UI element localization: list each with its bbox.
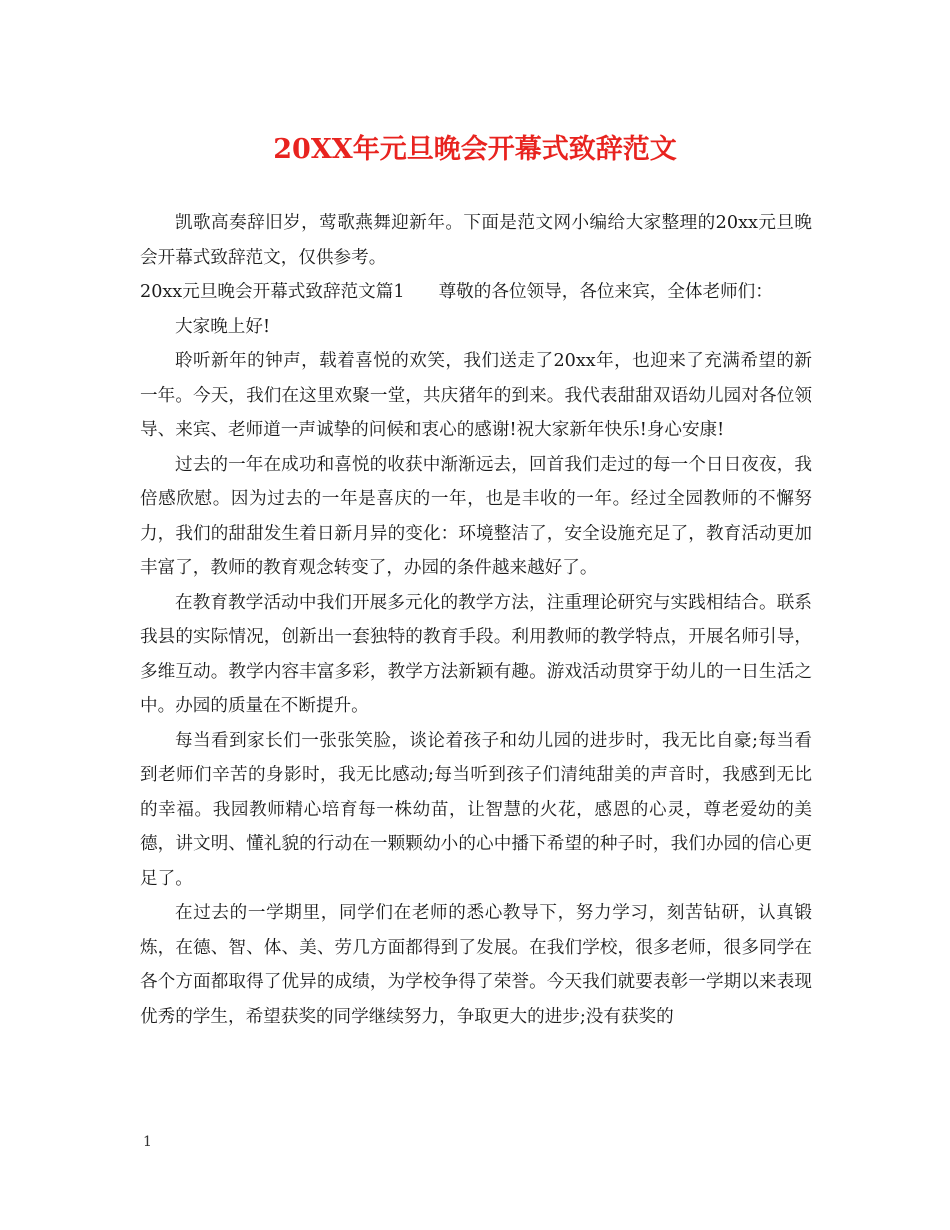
section-heading: 20xx元旦晚会开幕式致辞范文篇1 (140, 282, 405, 302)
document-body (140, 206, 812, 1034)
page-number: 1 (143, 1134, 152, 1150)
salutation: 尊敬的各位领导，各位来宾，全体老师们： (438, 282, 773, 302)
body-paragraph-5: 在过去的一学期里，同学们在老师的悉心教导下，努力学习，刻苦钻研，认真锻炼，在德、智、体、美、劳几方面都得到了发展。在我们学校，很多老师，很多同学在各个方面都取得了优异的成绩，为学校争得了荣誉。今天我们就要表彰一学期以来表现优秀的学生，希望获奖的同学继续努力，争取更大的进步;没有获奖的 (140, 903, 812, 1027)
body-paragraph-1: 聆听新年的钟声，载着喜悦的欢笑，我们送走了20xx年，也迎来了充满希望的新一年。今天，我们在这里欢聚一堂，共庆猪年的到来。我代表甜甜双语幼儿园对各位领导、来宾、老师道一声诚挚的问候和衷心的感谢!祝大家新年快乐!身心安康! (140, 351, 812, 440)
body-paragraph-3: 在教育教学活动中我们开展多元化的教学方法，注重理论研究与实践相结合。联系我县的实际情况，创新出一套独特的教育手段。利用教师的教学特点，开展名师引导，多维互动。教学内容丰富多彩，教学方法新颖有趣。游戏活动贯穿于幼儿的一日生活之中。办园的质量在不断提升。 (140, 592, 812, 716)
body-paragraph-2: 过去的一年在成功和喜悦的收获中渐渐远去，回首我们走过的每一个日日夜夜，我倍感欣慰。因为过去的一年是喜庆的一年，也是丰收的一年。经过全园教师的不懈努力，我们的甜甜发生着日新月异的变化：环境整洁了，安全设施充足了，教育活动更加丰富了，教师的教育观念转变了，办园的条件越来越好了。 (140, 454, 812, 578)
section-heading-line (140, 275, 812, 310)
document-title: 20XX年元旦晚会开幕式致辞范文 (273, 134, 677, 165)
intro-paragraph: 凯歌高奏辞旧岁，莺歌燕舞迎新年。下面是范文网小编给大家整理的20xx元旦晚会开幕式致辞范文，仅供参考。 (140, 213, 812, 268)
greeting-paragraph: 大家晚上好! (175, 316, 271, 337)
body-paragraph-4: 每当看到家长们一张张笑脸，谈论着孩子和幼儿园的进步时，我无比自豪;每当看到老师们辛苦的身影时，我无比感动;每当听到孩子们清纯甜美的声音时，我感到无比的幸福。我园教师精心培育每一株幼苗，让智慧的火花，感恩的心灵，尊老爱幼的美德，讲文明、懂礼貌的行动在一颗颗幼小的心中播下希望的种子时，我们办园的信心更足了。 (140, 730, 812, 889)
